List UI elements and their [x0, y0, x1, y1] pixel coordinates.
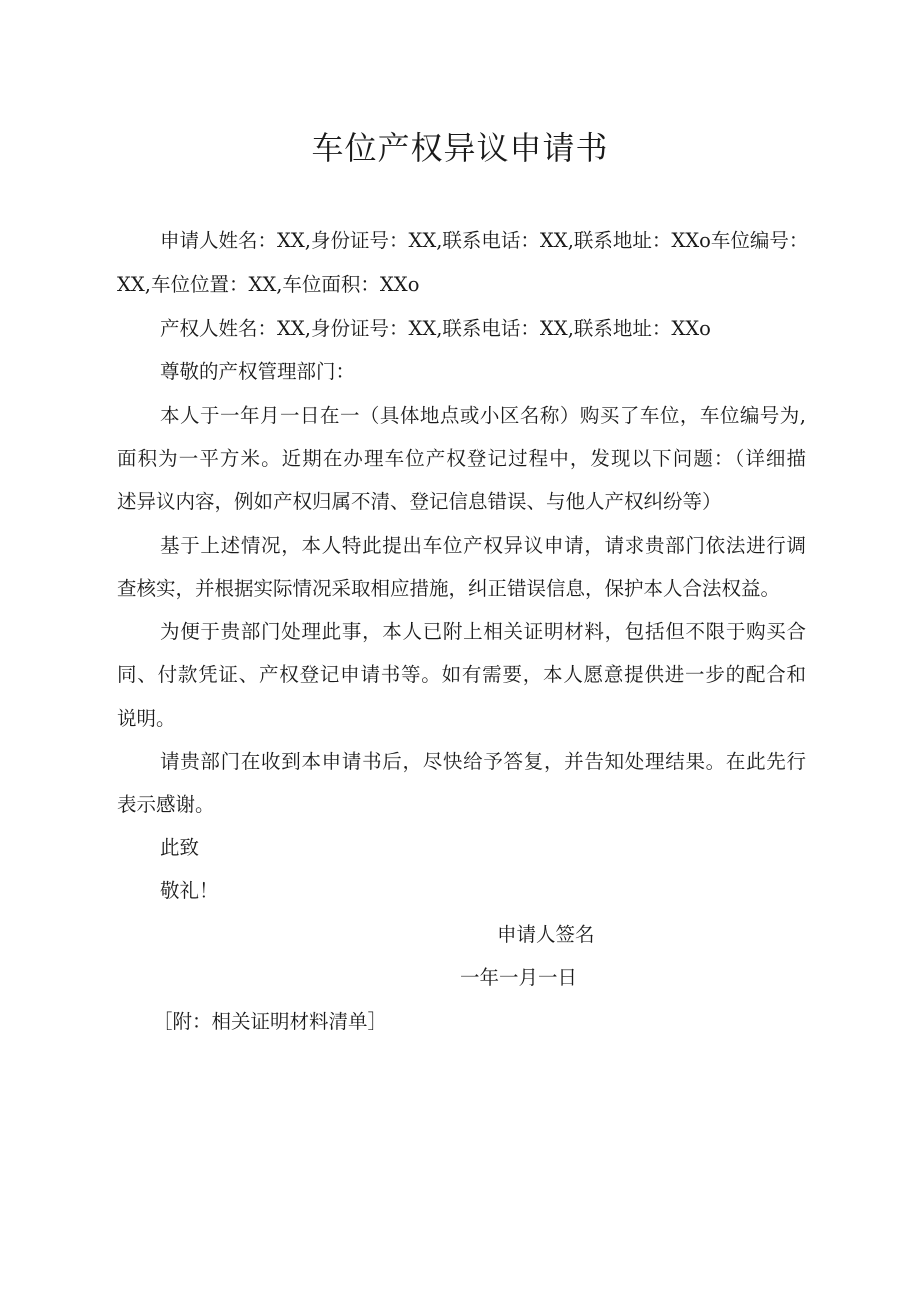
attachment-note: ［附：相关证明材料清单］ [153, 1010, 388, 1033]
closing-jingli: 敬礼！ [160, 879, 219, 902]
applicant-info-line-2: XX,车位位置：XX,车位面积：XXo [117, 273, 420, 296]
closing-cizhi: 此致 [160, 836, 200, 859]
signature-label: 申请人签名 [497, 923, 595, 946]
paragraph-1-line-1: 本人于一年月一日在一（具体地点或小区名称）购买了车位，车位编号为, [160, 404, 806, 427]
document-title: 车位产权异议申请书 [311, 129, 609, 167]
owner-info-line: 产权人姓名：XX,身份证号：XX,联系电话：XX,联系地址：XXo [160, 317, 711, 340]
paragraph-4-line-1: 请贵部门在收到本申请书后，尽快给予答复，并告知处理结果。在此先行 [160, 750, 806, 773]
paragraph-2-line-2: 查核实，并根据实际情况采取相应措施，纠正错误信息，保护本人合法权益。 [117, 577, 781, 600]
paragraph-2-line-1: 基于上述情况，本人特此提出车位产权异议申请，请求贵部门依法进行调 [160, 534, 806, 557]
paragraph-1-line-2: 面积为一平方米。近期在办理车位产权登记过程中，发现以下问题：（详细描 [117, 447, 806, 470]
paragraph-3-line-1: 为便于贵部门处理此事，本人已附上相关证明材料，包括但不限于购买合 [160, 620, 806, 643]
paragraph-4-line-2: 表示感谢。 [117, 793, 215, 816]
applicant-info-line-1: 申请人姓名：XX,身份证号：XX,联系电话：XX,联系地址：XXo车位编号： [160, 229, 809, 252]
paragraph-3-line-2: 同、付款凭证、产权登记申请书等。如有需要，本人愿意提供进一步的配合和 [117, 663, 806, 686]
date-line: 一年一月一日 [460, 966, 578, 989]
paragraph-3-line-3: 说明。 [117, 707, 176, 730]
paragraph-1-line-3: 述异议内容，例如产权归属不清、登记信息错误、与他人产权纠纷等） [117, 490, 722, 513]
salutation: 尊敬的产权管理部门： [160, 360, 356, 383]
